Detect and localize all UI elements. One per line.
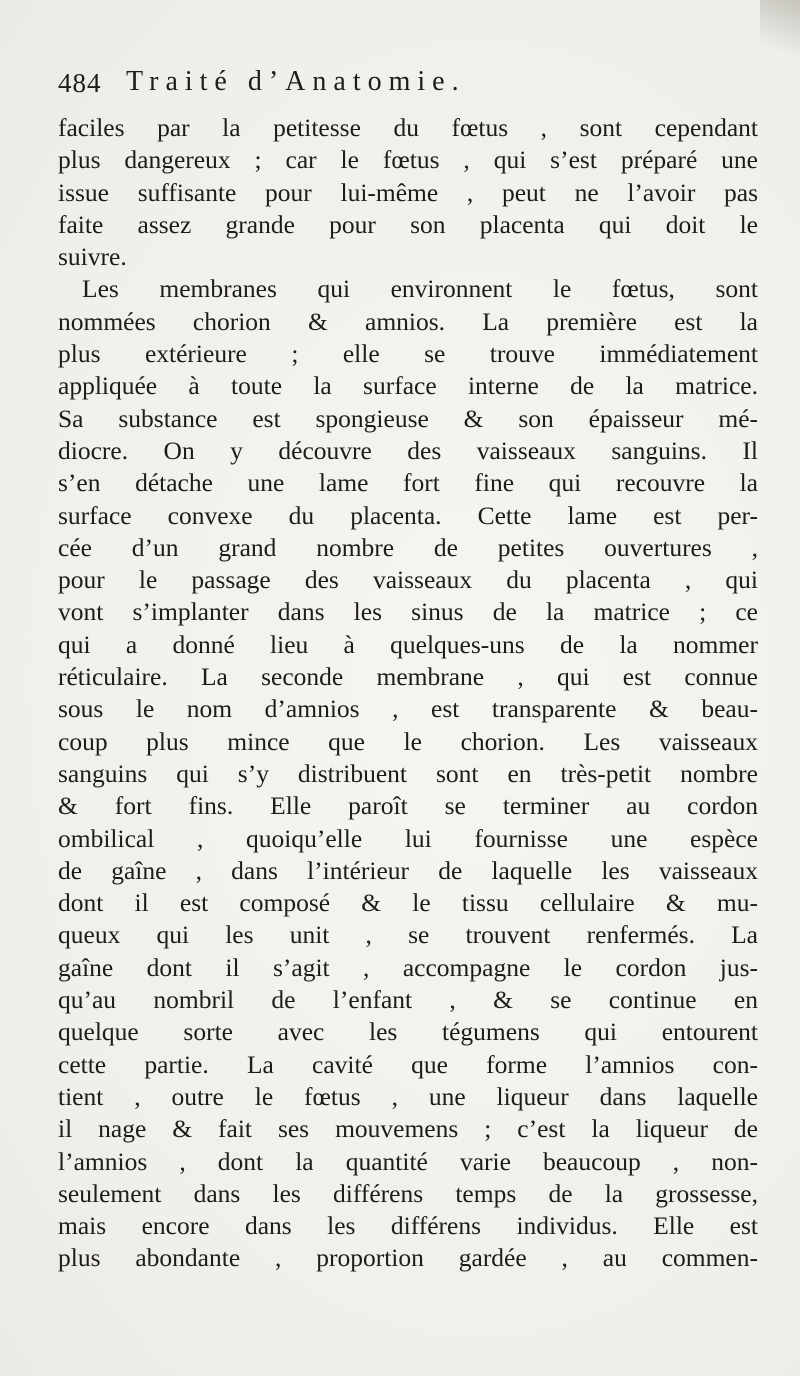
text-line: tient , outre le fœtus , une liqueur dans laquelle: [58, 1081, 758, 1111]
text-line: issue suffisante pour lui-même , peut ne l’avoir pas: [58, 177, 758, 207]
text-line: plus abondante , proportion gardée , au commen-: [58, 1243, 758, 1273]
text-line: seulement dans les différens temps de la grossesse,: [58, 1178, 758, 1208]
text-line: dont il est composé & le tissu cellulaire & mu-: [58, 888, 758, 918]
page-number: 484: [58, 68, 102, 98]
text-line: quelque sorte avec les tégumens qui entourent: [58, 1017, 758, 1047]
text-line: coup plus mince que le chorion. Les vaisseaux: [58, 726, 758, 756]
text-line: diocre. On y découvre des vaisseaux sanguins. Il: [58, 435, 758, 465]
text-line: de gaîne , dans l’intérieur de laquelle les vaisseaux: [58, 855, 758, 885]
text-line: appliquée à toute la surface interne de la matrice.: [58, 371, 758, 401]
text-line: qu’au nombril de l’enfant , & se continue en: [58, 985, 758, 1015]
text-line: suivre.: [58, 242, 127, 272]
text-line: Les membranes qui environnent le fœtus, sont: [82, 274, 758, 304]
text-line: plus dangereux ; car le fœtus , qui s’est préparé une: [58, 145, 758, 175]
text-line: réticulaire. La seconde membrane , qui est connue: [58, 662, 758, 692]
text-line: ombilical , quoiqu’elle lui fournisse une espèce: [58, 823, 758, 853]
text-line: s’en détache une lame fort fine qui recouvre la: [58, 468, 758, 498]
body-text: [58, 112, 758, 1275]
text-line: mais encore dans les différens individus. Elle est: [58, 1211, 758, 1241]
text-line: nommées chorion & amnios. La première est la: [58, 306, 758, 336]
running-title: Traité d’Anatomie.: [126, 66, 466, 97]
text-line: faciles par la petitesse du fœtus , sont cependant: [58, 113, 758, 142]
text-line: pour le passage des vaisseaux du placenta , qui: [58, 565, 758, 595]
text-line: l’amnios , dont la quantité varie beaucoup , non-: [58, 1146, 758, 1176]
text-line: sous le nom d’amnios , est transparente & beau-: [58, 694, 758, 724]
text-line: Sa substance est spongieuse & son épaisseur mé-: [58, 403, 758, 433]
text-line: il nage & fait ses mouvemens ; c’est la liqueur de: [58, 1114, 758, 1144]
text-line: vont s’implanter dans les sinus de la matrice ; ce: [58, 597, 758, 627]
text-line: qui a donné lieu à quelques-uns de la nommer: [58, 629, 758, 659]
text-line: surface convexe du placenta. Cette lame est per-: [58, 500, 758, 530]
text-line: gaîne dont il s’agit , accompagne le cordon jus-: [58, 952, 758, 982]
text-line: cette partie. La cavité que forme l’amnios con-: [58, 1049, 758, 1079]
text-line: queux qui les unit , se trouvent renfermés. La: [58, 920, 758, 950]
running-head: [58, 68, 758, 108]
text-line: & fort fins. Elle paroît se terminer au cordon: [58, 791, 758, 821]
text-line: plus extérieure ; elle se trouve immédiatement: [58, 339, 758, 369]
text-line: sanguins qui s’y distribuent sont en très-petit nombre: [58, 758, 758, 788]
page-corner-shadow: [760, 0, 800, 70]
text-line: faite assez grande pour son placenta qui doit le: [58, 209, 758, 239]
text-line: cée d’un grand nombre de petites ouvertures ,: [58, 532, 758, 562]
